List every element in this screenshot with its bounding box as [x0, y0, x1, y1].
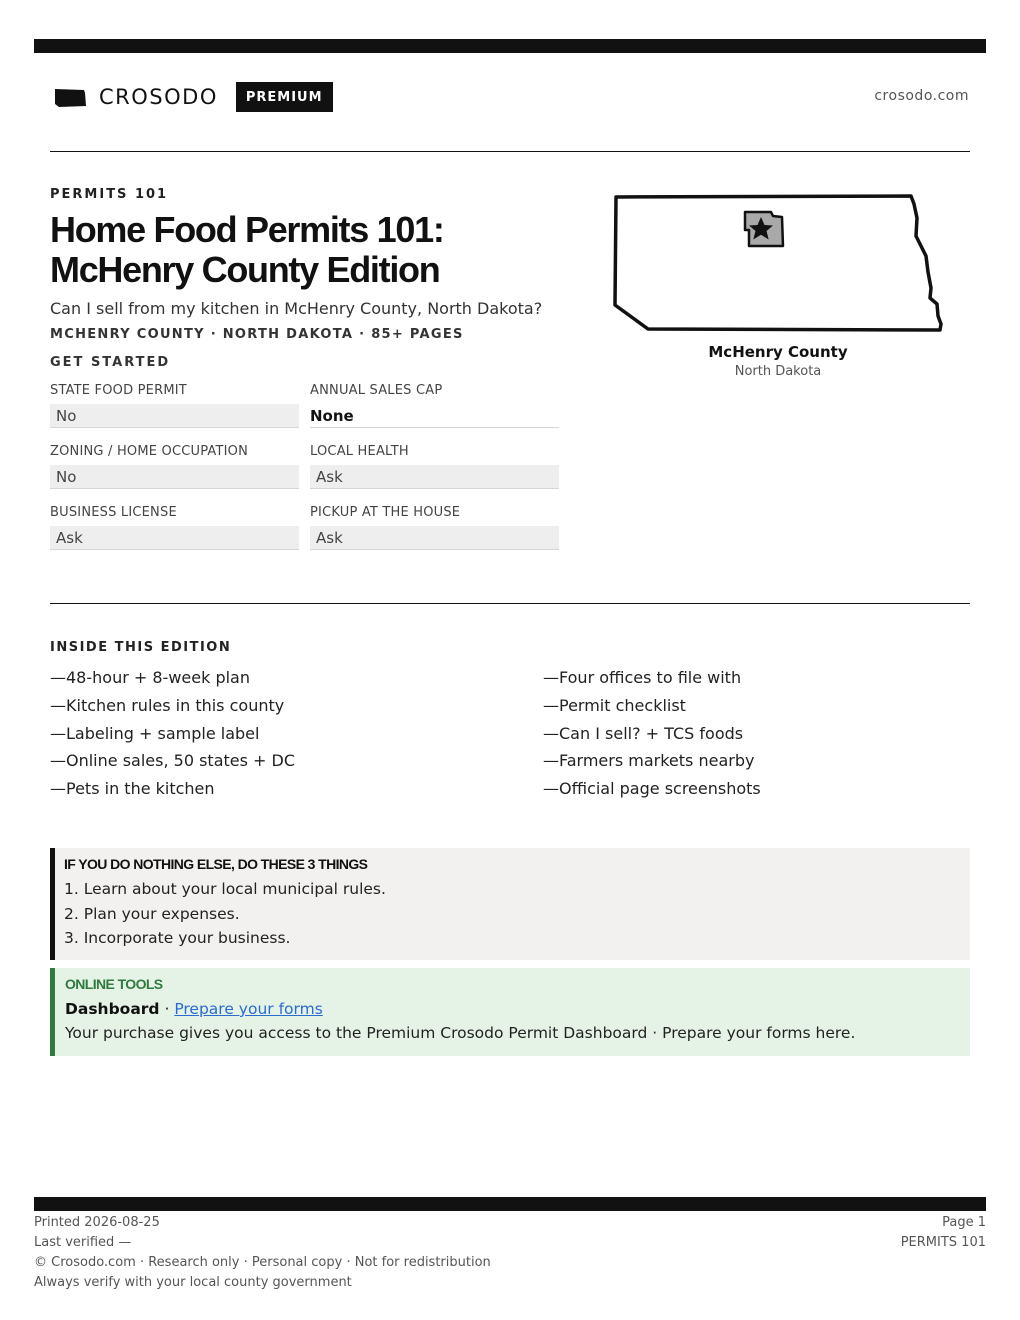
list-item: —Farmers markets nearby — [543, 751, 755, 771]
kicker: PERMITS 101 — [50, 187, 169, 202]
header-divider — [50, 151, 970, 152]
dashboard-label: Dashboard — [65, 1000, 160, 1018]
list-item: —Can I sell? + TCS foods — [543, 723, 744, 743]
title-line-1: Home Food Permits 101: — [50, 209, 444, 250]
section-heading-get-started: GET STARTED — [50, 355, 171, 370]
fact-value: Ask — [310, 465, 559, 489]
page-number: Page 1 — [942, 1215, 986, 1230]
state-map — [610, 190, 946, 336]
logo-icon — [54, 88, 87, 107]
priority-callout — [50, 848, 970, 960]
separator: · — [159, 1000, 175, 1018]
list-item: —Labeling + sample label — [50, 723, 260, 743]
footer-left — [34, 1213, 491, 1293]
fact-value: None — [310, 404, 559, 428]
callout-heading: IF YOU DO NOTHING ELSE, DO THESE 3 THINGS — [64, 856, 368, 872]
top-bar — [34, 39, 986, 53]
title-line-2: McHenry County Edition — [50, 249, 440, 290]
inside-list-left — [50, 665, 295, 804]
list-item: —Permit checklist — [543, 695, 686, 715]
bottom-bar — [34, 1197, 986, 1211]
list-item: —Pets in the kitchen — [50, 779, 215, 799]
brand-name: CROSODO — [99, 85, 218, 109]
fact-value: Ask — [310, 526, 559, 550]
fact-annual-sales-cap — [310, 382, 559, 428]
prepare-forms-link[interactable]: Prepare your forms — [174, 1000, 323, 1018]
fact-value: Ask — [50, 526, 299, 550]
section-divider — [50, 603, 970, 604]
list-item: 2. Plan your expenses. — [64, 904, 240, 923]
premium-badge: PREMIUM — [236, 82, 333, 112]
list-item: —48-hour + 8-week plan — [50, 668, 250, 687]
last-verified: Last verified — — [34, 1235, 132, 1250]
inside-heading: INSIDE THIS EDITION — [50, 640, 232, 655]
map-caption — [610, 343, 946, 379]
fact-label: PICKUP AT THE HOUSE — [310, 505, 461, 520]
site-url[interactable]: crosodo.com — [874, 88, 969, 104]
facts-grid — [50, 382, 559, 550]
fact-label: ZONING / HOME OCCUPATION — [50, 444, 249, 459]
inside-list-right — [543, 665, 761, 804]
fact-business-license — [50, 504, 299, 550]
fact-state-food-permit — [50, 382, 299, 428]
callout-list — [64, 877, 970, 951]
footer-right — [901, 1213, 986, 1253]
fact-label: STATE FOOD PERMIT — [50, 383, 187, 398]
subtitle: Can I sell from my kitchen in McHenry County, North Dakota? — [50, 299, 543, 318]
list-item: 1. Learn about your local municipal rules. — [64, 880, 386, 898]
printed-date: Printed 2026-08-25 — [34, 1215, 160, 1230]
copyright: © Crosodo.com · Research only · Personal copy · Not for redistribution — [34, 1255, 491, 1270]
tools-description: Your purchase gives you access to the Premium Crosodo Permit Dashboard · Prepare your forms here. — [65, 1024, 856, 1042]
footer-section: PERMITS 101 — [900, 1235, 986, 1250]
tools-heading: ONLINE TOOLS — [65, 976, 163, 992]
fact-value: No — [50, 465, 299, 489]
map-county-name: McHenry County — [708, 343, 848, 361]
list-item: 3. Incorporate your business. — [64, 929, 291, 947]
edition-meta: MCHENRY COUNTY · NORTH DAKOTA · 85+ PAGES — [50, 327, 464, 342]
list-item: —Four offices to file with — [543, 668, 742, 687]
list-item: —Kitchen rules in this county — [50, 695, 285, 715]
list-item: —Online sales, 50 states + DC — [50, 751, 296, 771]
fact-value: No — [50, 404, 299, 428]
fact-label: LOCAL HEALTH — [310, 444, 409, 459]
brand[interactable] — [54, 82, 333, 112]
page-title — [50, 210, 590, 290]
online-tools-box — [50, 968, 970, 1056]
map-state-name: North Dakota — [734, 364, 822, 379]
fact-pickup — [310, 504, 559, 550]
list-item: —Official page screenshots — [543, 779, 761, 799]
fact-zoning — [50, 443, 299, 489]
fact-label: ANNUAL SALES CAP — [310, 383, 443, 398]
verify-note: Always verify with your local county government — [34, 1275, 352, 1290]
fact-local-health — [310, 443, 559, 489]
fact-label: BUSINESS LICENSE — [50, 505, 177, 520]
tools-links — [65, 998, 970, 1020]
